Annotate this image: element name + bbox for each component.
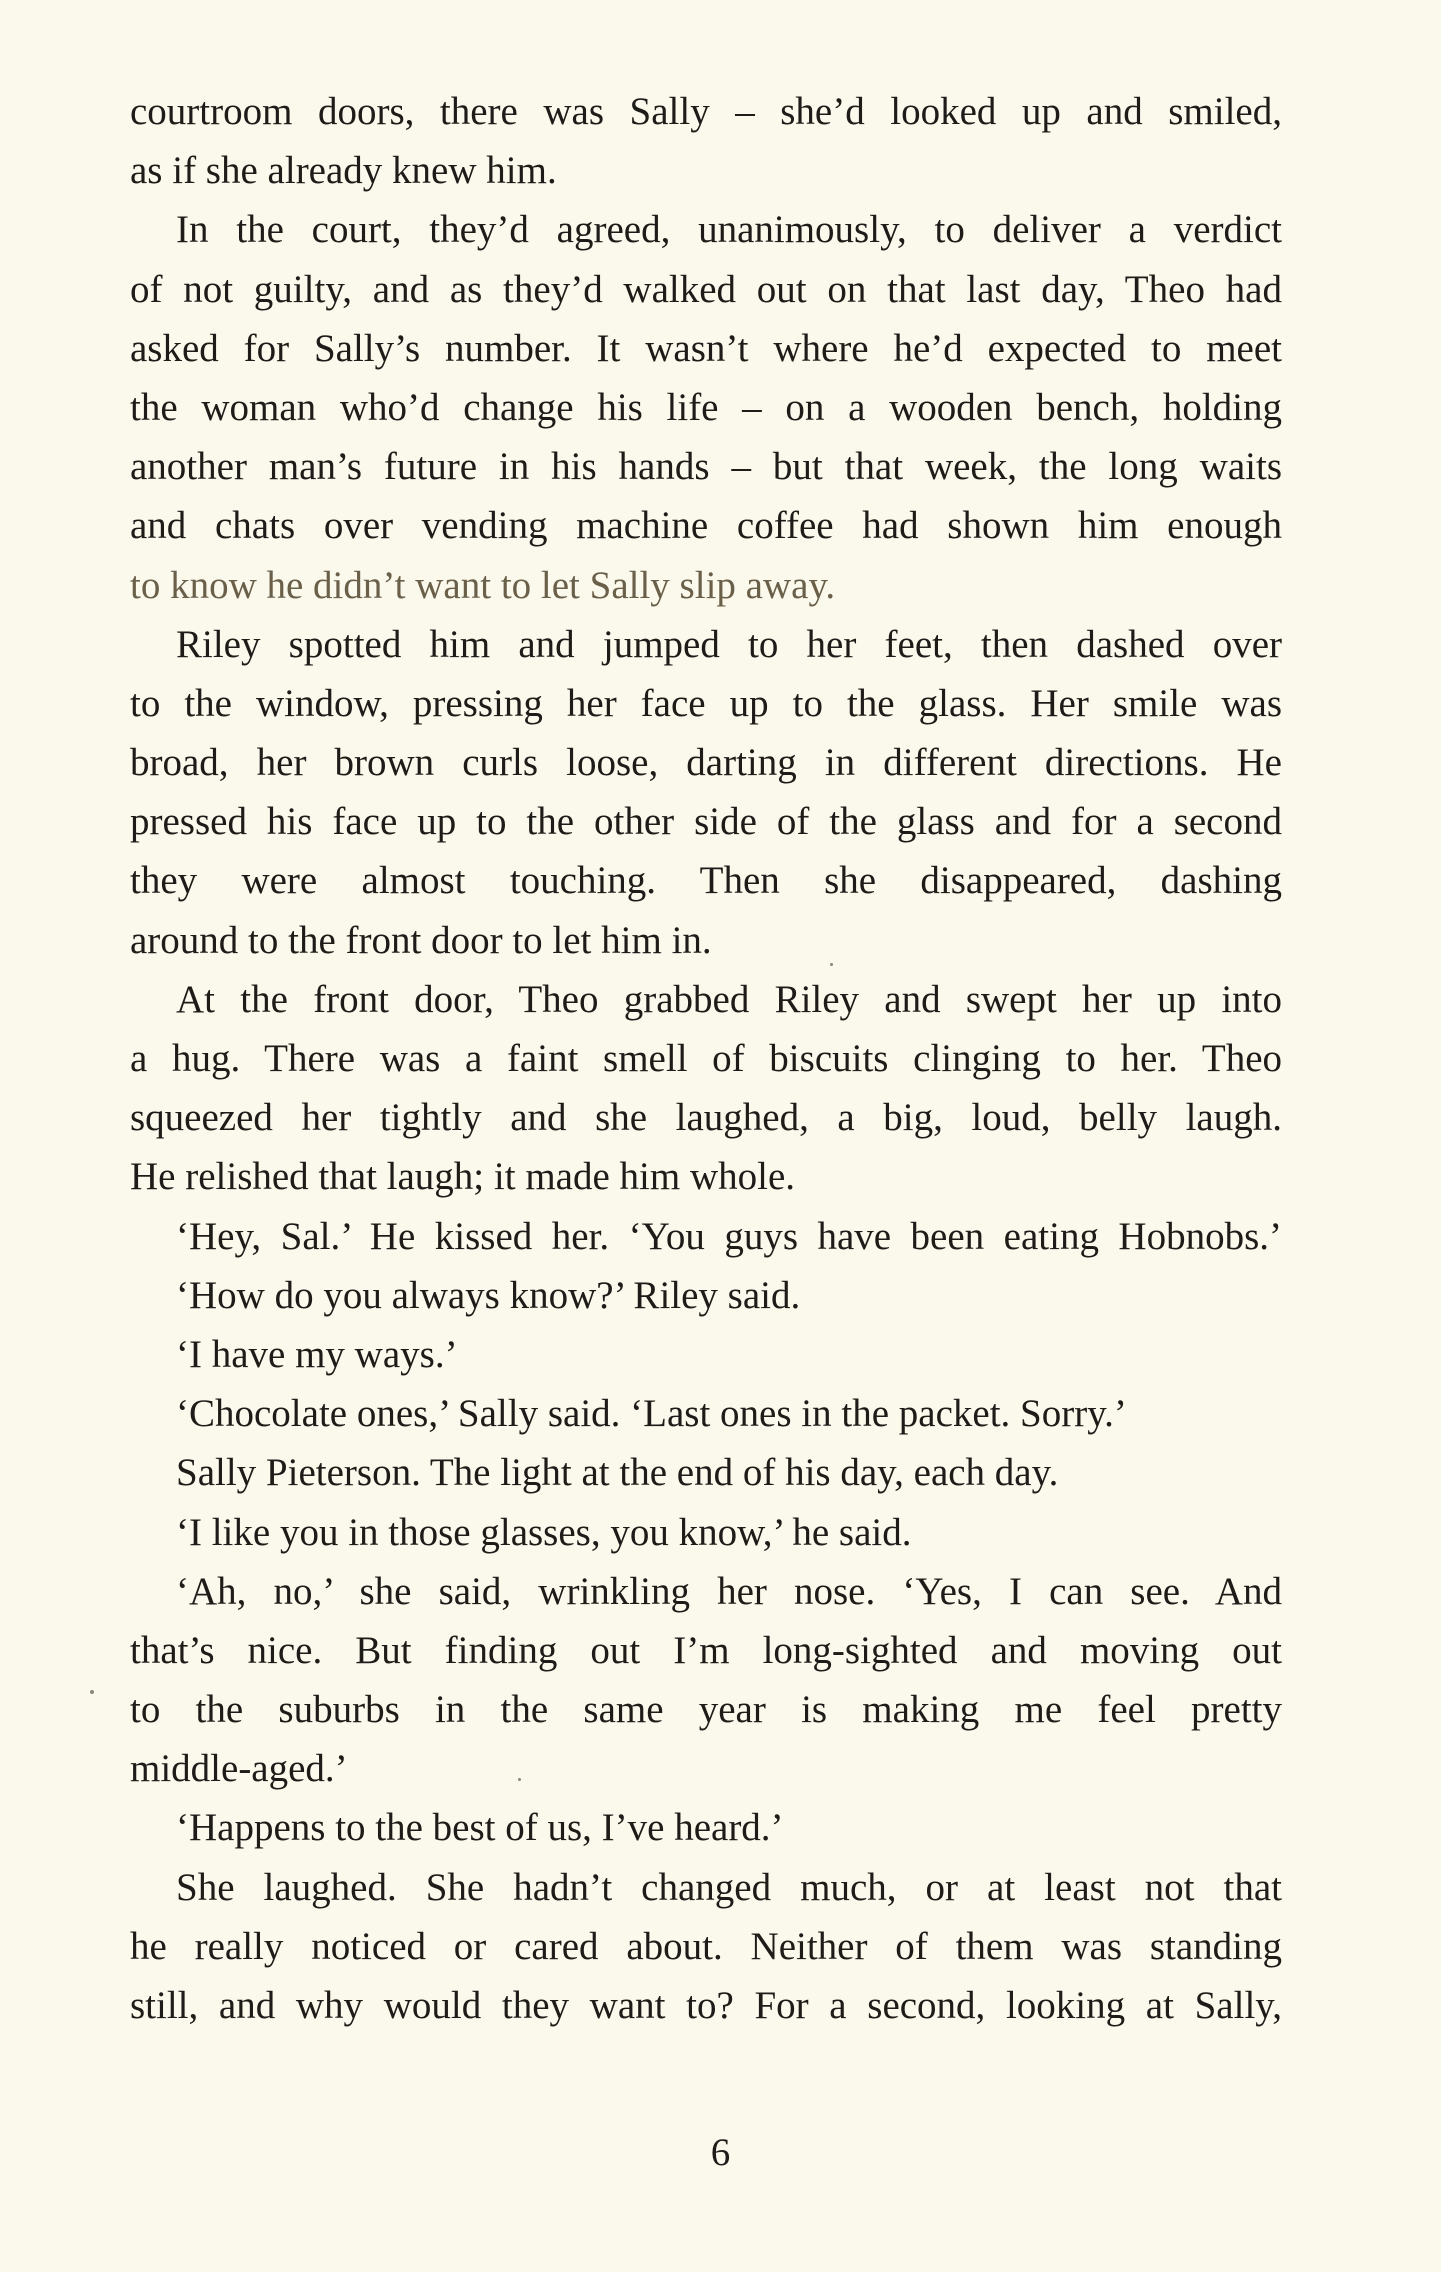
- text-line: to the suburbs in the same year is making me feel pretty: [130, 1688, 1282, 1732]
- text-line: another man’s future in his hands – but that week, the long waits: [130, 445, 1282, 489]
- paper-speck: [90, 1690, 94, 1694]
- text-line: to know he didn’t want to let Sally slip away.: [130, 563, 836, 607]
- text-line: still, and why would they want to? For a second, looking at Sally,: [130, 1984, 1282, 2027]
- text-line: a hug. There was a faint smell of biscuits clinging to her. Theo: [130, 1037, 1282, 1080]
- text-line: In the court, they’d agreed, unanimously, to deliver a verdict: [176, 208, 1282, 252]
- text-line: around to the front door to let him in.: [130, 918, 712, 962]
- text-line: asked for Sally’s number. It wasn’t where he’d expected to meet: [130, 326, 1282, 370]
- text-line: ‘I like you in those glasses, you know,’ he said.: [176, 1510, 912, 1554]
- text-line: ‘How do you always know?’ Riley said.: [176, 1273, 801, 1317]
- text-line: broad, her brown curls loose, darting in different directions. He: [130, 741, 1282, 785]
- text-line: At the front door, Theo grabbed Riley and swept her up into: [176, 977, 1282, 1021]
- text-line: Sally Pieterson. The light at the end of his day, each day.: [176, 1451, 1059, 1495]
- text-line: the woman who’d change his life – on a wooden bench, holding: [130, 385, 1282, 429]
- text-line: ‘Chocolate ones,’ Sally said. ‘Last ones in the packet. Sorry.’: [176, 1392, 1127, 1436]
- text-line: She laughed. She hadn’t changed much, or at least not that: [176, 1865, 1282, 1909]
- text-line: He relished that laugh; it made him whole.: [130, 1155, 795, 1199]
- text-line: courtroom doors, there was Sally – she’d looked up and smiled,: [130, 90, 1282, 133]
- text-line: that’s nice. But finding out I’m long-sighted and moving out: [130, 1628, 1282, 1672]
- text-line: they were almost touching. Then she disappeared, dashing: [130, 859, 1282, 903]
- text-line: of not guilty, and as they’d walked out on that last day, Theo had: [130, 267, 1282, 311]
- text-line: ‘Happens to the best of us, I’ve heard.’: [176, 1806, 784, 1850]
- text-line: Riley spotted him and jumped to her feet, then dashed over: [176, 622, 1282, 666]
- text-line: ‘Ah, no,’ she said, wrinkling her nose. ‘Yes, I can see. And: [176, 1569, 1282, 1613]
- text-line: ‘Hey, Sal.’ He kissed her. ‘You guys have been eating Hobnobs.’: [176, 1214, 1282, 1258]
- text-line: pressed his face up to the other side of the glass and for a second: [130, 800, 1282, 844]
- text-line: he really noticed or cared about. Neither of them was standing: [130, 1924, 1282, 1968]
- paper-speck: [518, 1778, 521, 1781]
- text-line: and chats over vending machine coffee had shown him enough: [130, 504, 1282, 548]
- text-line: to the window, pressing her face up to the glass. Her smile was: [130, 681, 1282, 725]
- paper-speck: [830, 963, 833, 966]
- page-body-text: [130, 82, 1282, 2035]
- text-line: ‘I have my ways.’: [176, 1332, 458, 1376]
- page-number: 6: [710, 2131, 731, 2174]
- text-line: as if she already knew him.: [130, 149, 557, 193]
- text-line: middle-aged.’: [130, 1747, 348, 1791]
- text-line: squeezed her tightly and she laughed, a big, loud, belly laugh.: [130, 1096, 1282, 1140]
